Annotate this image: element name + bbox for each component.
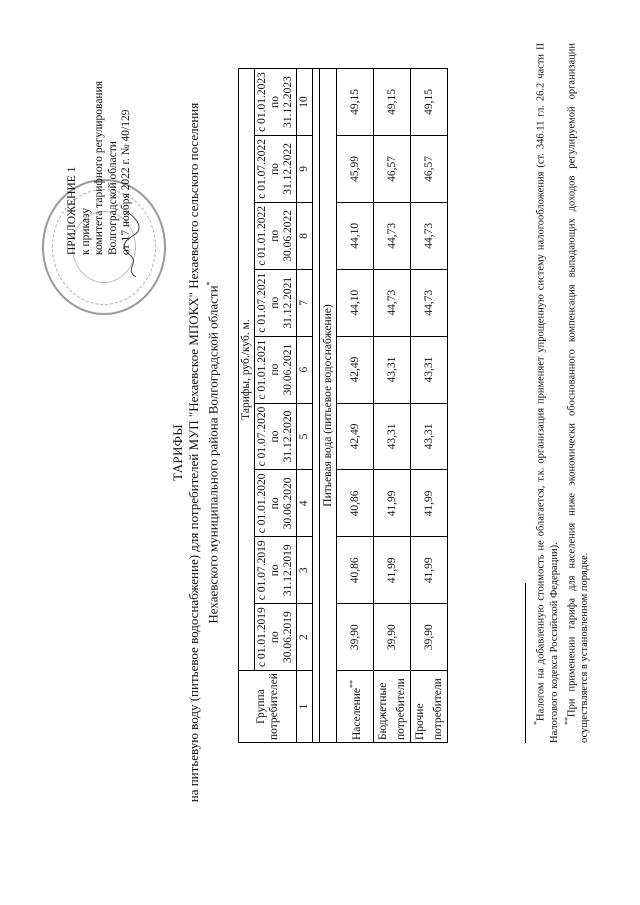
document-title — [170, 0, 221, 905]
tariff-table — [238, 68, 448, 743]
tariff-value-cell: 39,90 — [411, 604, 448, 671]
title-main: ТАРИФЫ — [170, 424, 185, 481]
tariff-value-cell: 43,31 — [411, 403, 448, 470]
appendix-label: ПРИЛОЖЕНИЕ 1 — [66, 166, 78, 255]
period-header: с 01.07.2021 по 31.12.2021 — [255, 269, 297, 336]
column-number: 5 — [297, 403, 313, 470]
tariff-value-cell: 41,99 — [374, 537, 411, 604]
column-number: 2 — [297, 604, 313, 671]
tariff-value-cell: 46,57 — [411, 135, 448, 202]
period-header: с 01.01.2023 по 31.12.2023 — [255, 69, 297, 136]
tariff-value-cell: 43,31 — [374, 403, 411, 470]
column-number: 8 — [297, 202, 313, 269]
column-number-row — [297, 69, 313, 743]
tariff-value-cell: 40,86 — [337, 470, 374, 537]
tariff-value-cell: 43,31 — [411, 336, 448, 403]
column-number: 6 — [297, 336, 313, 403]
column-number: 9 — [297, 135, 313, 202]
period-header: с 01.07.2019 по 31.12.2019 — [255, 537, 297, 604]
tariff-value-cell: 42,49 — [337, 336, 374, 403]
period-header: с 01.01.2020 по 30.06.2020 — [255, 470, 297, 537]
footnotes — [530, 43, 591, 743]
period-header: с 01.01.2022 по 30.06.2022 — [255, 202, 297, 269]
table-row — [374, 69, 411, 743]
header-tariffs: Тарифы, руб./куб. м. — [239, 69, 255, 671]
tariff-value-cell: 42,49 — [337, 403, 374, 470]
tariff-value-cell: 44,73 — [374, 269, 411, 336]
tariff-value-cell: 49,15 — [337, 69, 374, 136]
column-number: 3 — [297, 537, 313, 604]
tariff-value-cell: 39,90 — [374, 604, 411, 671]
tariff-value-cell: 43,31 — [374, 336, 411, 403]
column-number: 10 — [297, 69, 313, 136]
consumer-group-cell: Прочие потребители — [411, 671, 448, 743]
tariff-value-cell: 44,73 — [411, 269, 448, 336]
title-line-3: Нехаевского муниципального района Волгоградской области* — [205, 281, 221, 624]
period-header: с 01.07.2022 по 31.12.2022 — [255, 135, 297, 202]
column-number: 7 — [297, 269, 313, 336]
tariff-value-cell: 41,99 — [374, 470, 411, 537]
tariff-value-cell: 44,73 — [411, 202, 448, 269]
order-reference: к приказу — [79, 207, 92, 255]
approval-block — [66, 35, 134, 255]
tariff-value-cell: 44,10 — [337, 202, 374, 269]
tariff-value-cell: 44,10 — [337, 269, 374, 336]
committee-name: комитета тарифного регулирования — [93, 80, 105, 255]
tariff-value-cell: 41,99 — [411, 470, 448, 537]
consumer-group-cell: Бюджетные потребители — [374, 671, 411, 743]
consumer-group-cell: Население** — [337, 671, 374, 743]
period-header: с 01.01.2019 по 30.06.2019 — [255, 604, 297, 671]
footnote-rule — [525, 583, 526, 743]
period-header-row — [255, 69, 297, 743]
signature-mark — [120, 209, 142, 279]
tariff-value-cell: 49,15 — [411, 69, 448, 136]
footnote-2: **При применении тарифа для населения ниже экономически обоснованного компенсация выпадающих доходов регулируемой организации осуществляется в установленном порядке. — [562, 43, 590, 743]
header-consumer-group: Группа потребителей — [239, 671, 297, 743]
tariff-value-cell: 39,90 — [337, 604, 374, 671]
tariff-value-cell: 44,73 — [374, 202, 411, 269]
column-number: 4 — [297, 470, 313, 537]
tariff-value-cell: 45,99 — [337, 135, 374, 202]
region-name: Волгоградской области — [106, 141, 119, 255]
period-header: с 01.01.2021 по 30.06.2021 — [255, 336, 297, 403]
section-row — [320, 69, 337, 743]
column-number: 1 — [297, 671, 313, 743]
table-row — [337, 69, 374, 743]
period-header: с 01.07.2020 по 31.12.2020 — [255, 403, 297, 470]
spacer-row — [313, 69, 320, 743]
title-line-2: на питьевую воду (питьевое водоснабжение) для потребителей МУП "Нехаевское МПОКХ" Нехаевского сельского поселения — [186, 102, 201, 803]
tariff-value-cell: 41,99 — [411, 537, 448, 604]
order-date-number: от 17 ноября 2022 г. № 40/129 — [120, 109, 132, 255]
table-row — [411, 69, 448, 743]
tariff-value-cell: 46,57 — [374, 135, 411, 202]
footnote-1: *Налогом на добавленную стоимость не облагается, т.к. организация применяет упрощенную систему налогообложения (ст. 346.11 гл. 26.2 части II Налогового кодекса Российской Федерации). — [532, 43, 560, 743]
tariff-value-cell: 40,86 — [337, 537, 374, 604]
section-title: Питьевая вода (питьевое водоснабжение) — [320, 69, 337, 743]
tariff-value-cell: 49,15 — [374, 69, 411, 136]
